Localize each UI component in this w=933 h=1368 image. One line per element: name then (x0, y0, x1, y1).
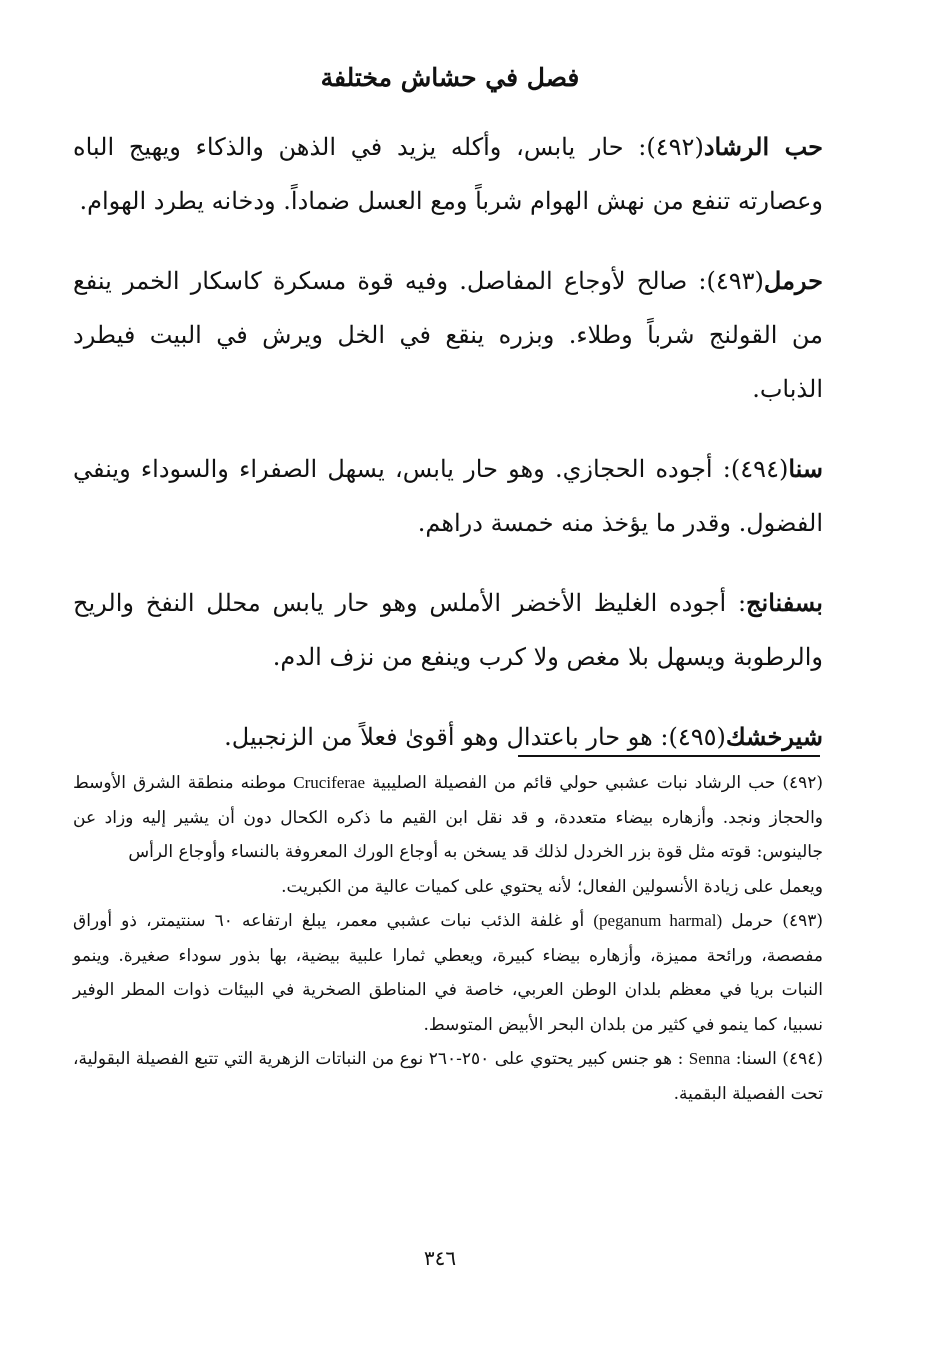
entry-term: سنا (788, 454, 823, 483)
entry-text: : صالح لأوجاع المفاصل. وفيه قوة مسكرة كاسكار الخمر ينفع من القولنج شرباً وطلاء. وبزره ينقع في الخل ويرش في البيت فيطرد الذباب. (73, 267, 823, 403)
entry-text: : حار يابس، وأكله يزيد في الذهن والذكاء ويهيج الباه وعصارته تنفع من نهش الهوام شرباً ومع العسل ضماداً. ودخانه يطرد الهوام. (73, 133, 823, 215)
footnote (73, 870, 823, 905)
footnote-ref: (٤٩٥) (668, 723, 726, 751)
entry-term: حب الرشاد (703, 132, 823, 161)
main-text (73, 120, 823, 790)
entry-harmal (73, 254, 823, 416)
footnote-ref: (٤٩٢) (646, 133, 704, 161)
entry-basfananj (73, 576, 823, 684)
latin-term: Senna (688, 1049, 731, 1068)
entry-term: حرمل (763, 266, 823, 295)
footnote-text: : هو جنس كبير يحتوي على ٢٥٠-٢٦٠ نوع من النباتات الزهرية التي تتبع الفصيلة البقولية، تحت الفصيلة البقمية. (73, 1049, 823, 1104)
page-number: ٣٤٦ (423, 1246, 457, 1270)
footnote-text: موطنه منطقة الشرق الأوسط والحجاز ونجد. وأزهاره بيضاء متعددة، و قد نقل ابن القيم ما ذكره الكحال دون أن يشير إليه وزاد عن جالينوس: قوته مثل قوة بزر الخردل لذلك قد يسخن به أوجاع الورك المعروفة بالنساء وأوجاع الرأس (73, 773, 823, 862)
footnote-ref: (٤٩٣) (706, 267, 764, 295)
entry-text: : هو حار باعتدال وهو أقوىٰ فعلاً من الزنجبيل. (224, 723, 669, 751)
entry-text: : أجوده الحجازي. وهو حار يابس، يسهل الصفراء والسوداء وينفي الفضول. وقدر ما يؤخذ منه خمسة دراهم. (73, 455, 823, 537)
footnote-text: (٤٩٣) حرمل (722, 911, 823, 931)
footnote-text: ويعمل على زيادة الأنسولين الفعال؛ لأنه يحتوي على كميات عالية من الكبريت. (281, 876, 823, 897)
latin-term: (peganum harmal) (593, 911, 723, 930)
section-title: فصل في حشاش مختلفة (320, 63, 580, 92)
footnote-text: أو غلفة الذئب نبات عشبي معمر، يبلغ ارتفاعه ٦٠ سنتيمتر، ذو أوراق مفصصة، ورائحة مميزة، وأزهاره بيضاء كبيرة، ويعطي ثمارا علبية بيضية، بها بذور سوداء صغيرة. وينمو النبات بريا في معظم بلدان الوطن العربي، خاصة في المناطق الصخرية في البيئات ذوات المطر الوفير نسبيا، كما ينمو في كثير من بلدان البحر الأبيض المتوسط. (73, 911, 823, 1035)
footnote (73, 766, 823, 870)
footnote-divider (518, 755, 820, 757)
entry-hab-al-rashad (73, 120, 823, 228)
entry-term: بسفنانج (746, 588, 823, 617)
entry-term: شيرخشك (725, 722, 823, 751)
footnote-text: (٤٩٢) حب الرشاد نبات عشبي حولي قائم من الفصيلة الصليبية (365, 773, 823, 793)
footnotes (73, 766, 823, 1111)
entry-text: : أجوده الغليظ الأخضر الأملس وهو حار يابس محلل النفخ والريح والرطوبة ويسهل بلا مغص ولا كرب وينفع من نزف الدم. (73, 589, 823, 671)
footnote (73, 904, 823, 1042)
entry-sana (73, 442, 823, 550)
footnote (73, 1042, 823, 1111)
footnote-text: (٤٩٤) السنا: (730, 1049, 823, 1069)
footnote-ref: (٤٩٤) (730, 455, 789, 483)
latin-term: Cruciferae (293, 773, 366, 792)
